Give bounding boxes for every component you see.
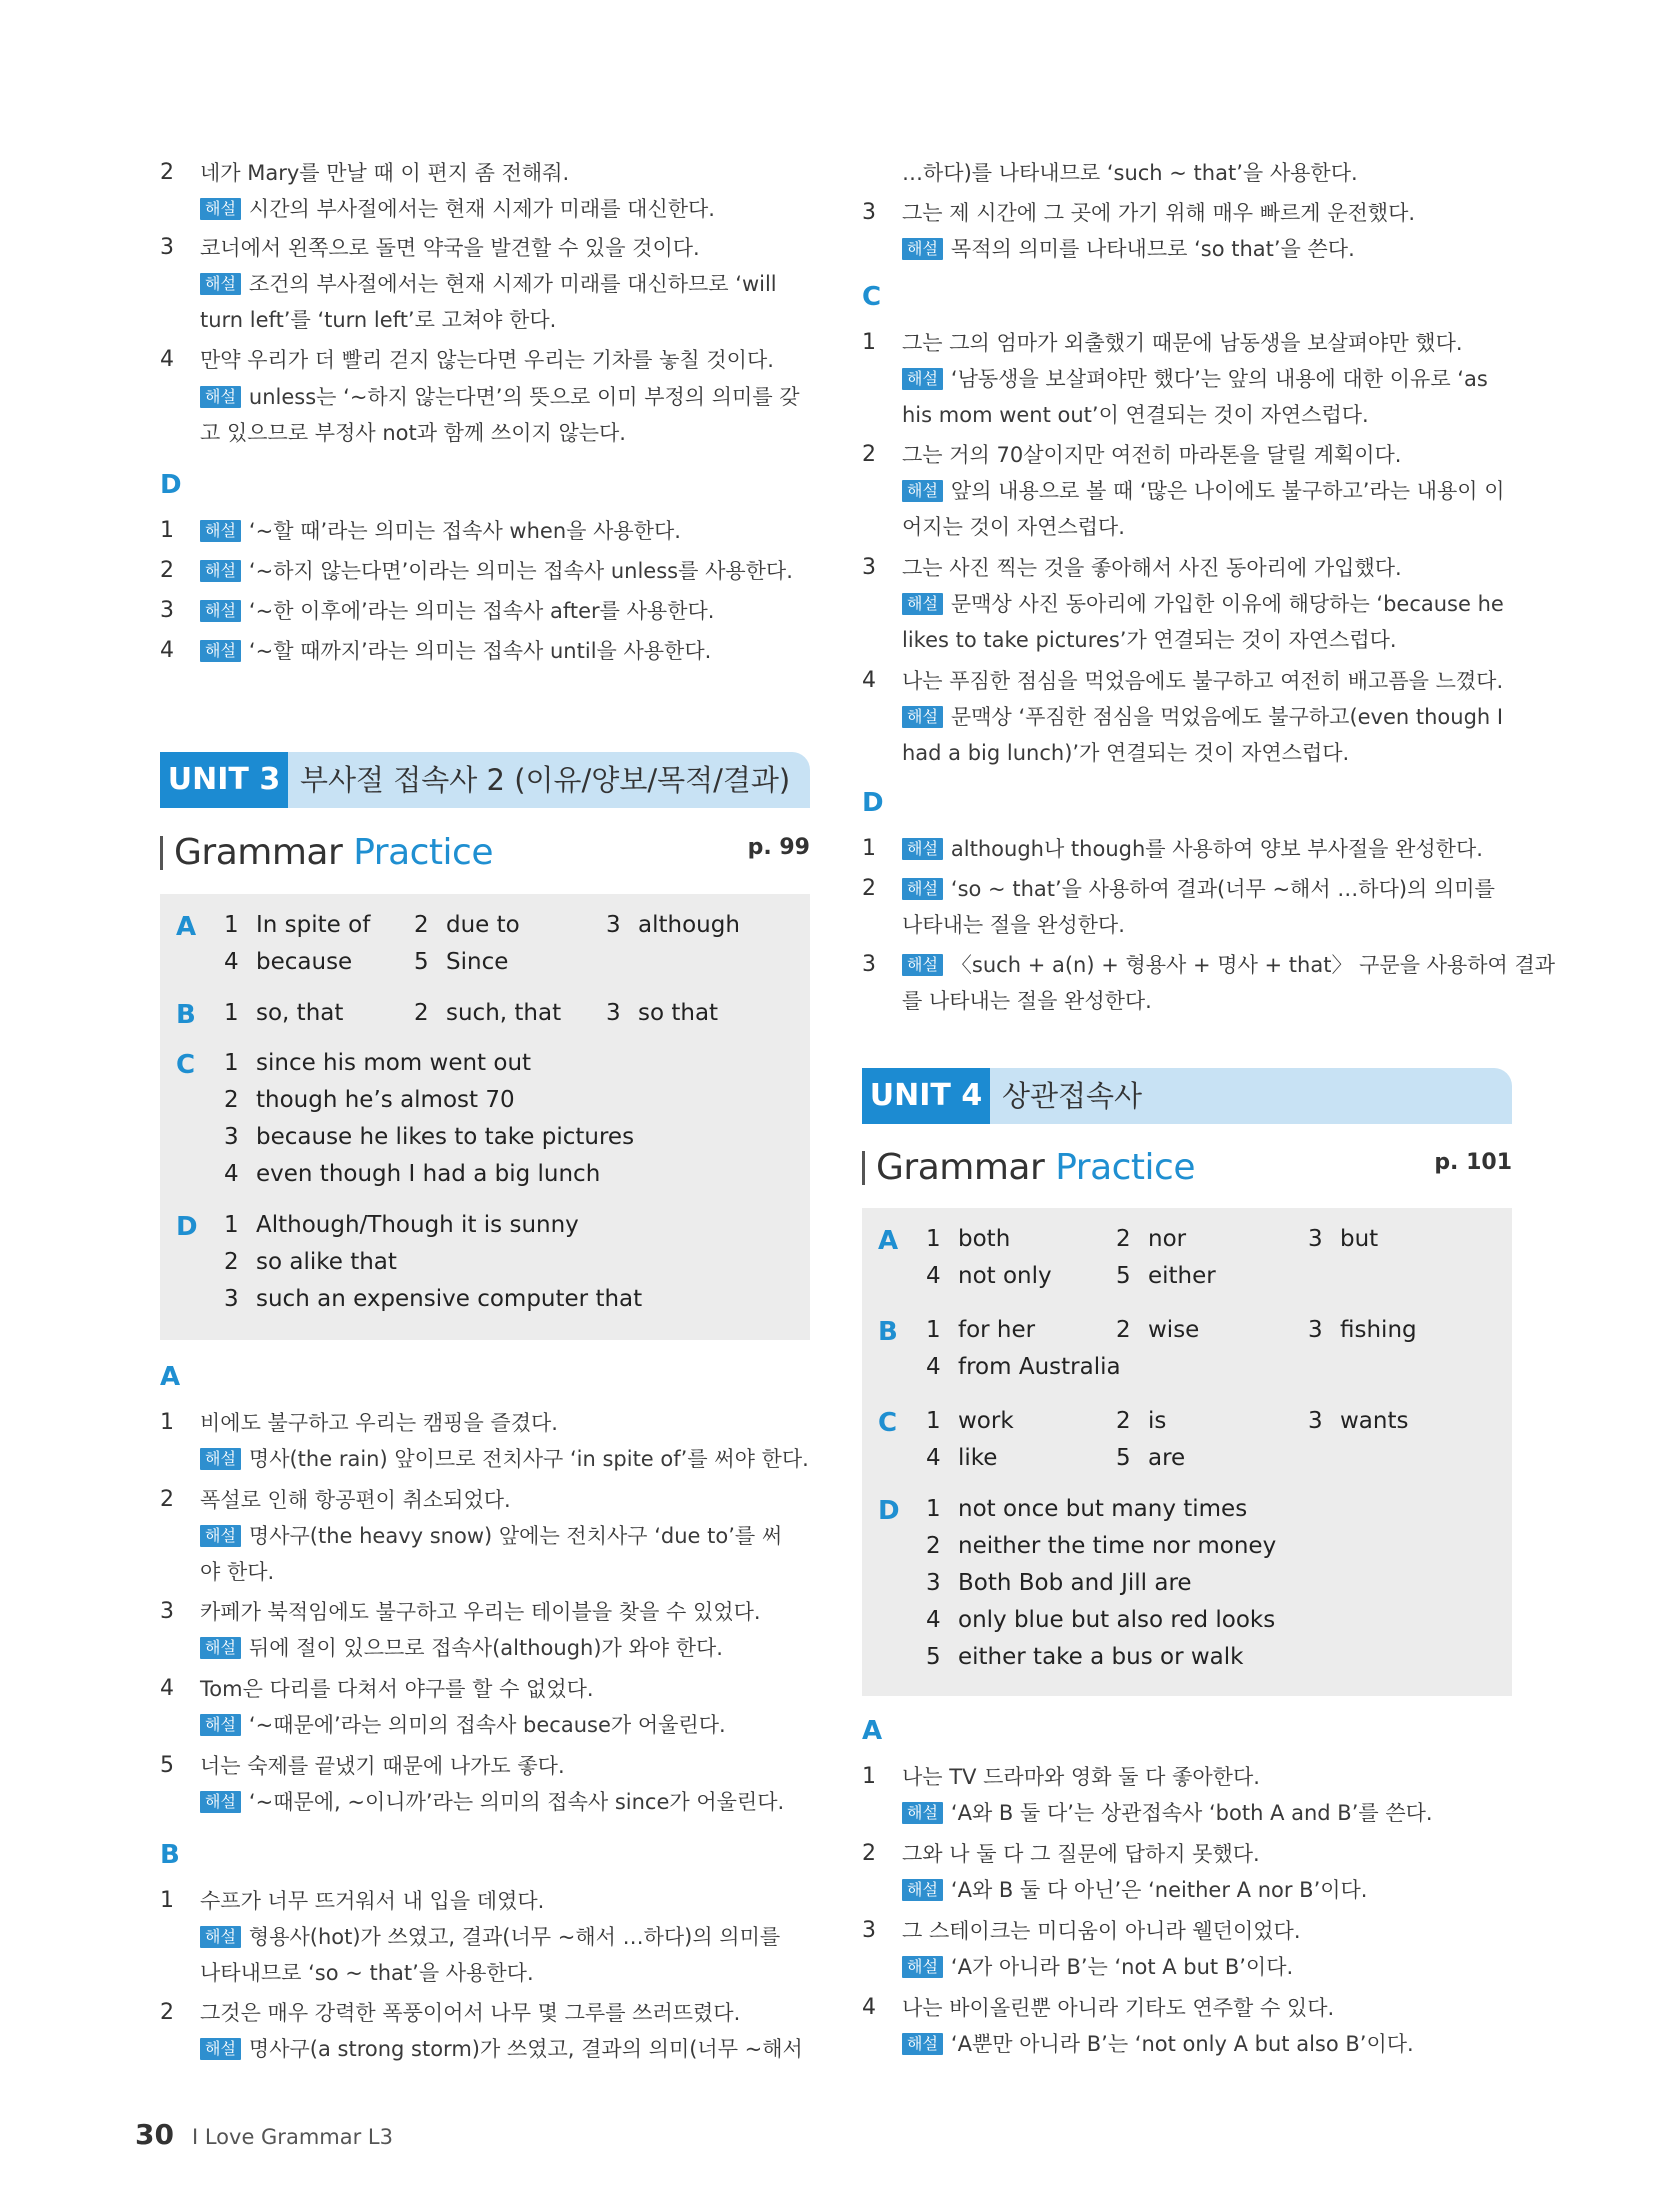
explanation-cont: 나타내므로 ‘so ~ that’을 사용한다. — [200, 1961, 534, 1985]
explanation: 해설 ‘A와 B 둘 다 아닌’은 ‘neither A nor B’이다. — [902, 1875, 1368, 1905]
section-letter-c: C — [862, 282, 882, 312]
section-letter-a: A — [160, 1362, 181, 1392]
explanation-badge: 해설 — [200, 1791, 241, 1813]
explanation-badge: 해설 — [902, 878, 943, 900]
explanation-badge: 해설 — [902, 368, 943, 390]
section-letter-a: A — [862, 1716, 883, 1746]
unit-4-title: 상관접속사 — [1002, 1079, 1143, 1113]
explanation-cont: 고 있으므로 부정사 not과 함께 쓰이지 않는다. — [200, 421, 626, 445]
explanation-cont: …하다)를 나타내므로 ‘such ~ that’을 사용한다. — [902, 161, 1358, 185]
unit-4-tag: UNIT 4 — [862, 1068, 990, 1124]
explanation-badge: 해설 — [902, 2033, 943, 2055]
explanation: 해설 형용사(hot)가 쓰였고, 결과(너무 ~해서 …하다)의 의미를 — [200, 1922, 780, 1952]
explanation: 해설 ‘A가 아니라 B’는 ‘not A but B’이다. — [902, 1952, 1293, 1982]
unit-3-tag: UNIT 3 — [160, 752, 288, 808]
explanation: 해설 명사(the rain) 앞이므로 전치사구 ‘in spite of’를 써야 한다. — [200, 1444, 809, 1474]
explanation-badge: 해설 — [902, 954, 943, 976]
explanation: 해설 명사구(a strong storm)가 쓰였고, 결과의 의미(너무 ~해서 — [200, 2034, 803, 2064]
explanation-cont: his mom went out’이 연결되는 것이 자연스럽다. — [902, 403, 1369, 427]
explanation: 해설 ‘~때문에, ~이니까’라는 의미의 접속사 since가 어울린다. — [200, 1787, 784, 1817]
explanation-badge: 해설 — [902, 1956, 943, 1978]
heading-bar — [160, 836, 163, 870]
explanation-cont: 를 나타내는 절을 완성한다. — [902, 989, 1152, 1013]
explanation-badge: 해설 — [200, 1637, 241, 1659]
explanation-badge: 해설 — [902, 480, 943, 502]
explanation-badge: 해설 — [902, 238, 943, 260]
explanation: 해설 ‘A와 B 둘 다’는 상관접속사 ‘both A and B’를 쓴다. — [902, 1798, 1433, 1828]
explanation-badge: 해설 — [200, 198, 241, 220]
explanation-cont: 야 한다. — [200, 1560, 275, 1584]
explanation-badge: 해설 — [200, 520, 241, 542]
answer-box: A 1 In spite of 2 due to 3 although 4 because 5 Since B 1 so, that 2 such, that 3 so that C 1 since his mom went out 2 though he’s almost 70 3 because he likes to take pictures 4 even though I had a big lunch D 1 Although/Though it is sunny 2 so alike that 3 such an expensive computer that — [160, 894, 810, 1340]
explanation-cont: 나타내는 절을 완성한다. — [902, 913, 1125, 937]
unit-3-header — [160, 752, 810, 808]
page-footer — [135, 2118, 393, 2151]
page-ref: p. 99 — [747, 835, 810, 860]
unit-3-title: 부사절 접속사 2 (이유/양보/목적/결과) — [300, 763, 791, 797]
explanation-badge: 해설 — [200, 386, 241, 408]
explanation-badge: 해설 — [200, 600, 241, 622]
section-letter-d: D — [862, 788, 884, 818]
explanation-badge: 해설 — [902, 593, 943, 615]
explanation-badge: 해설 — [200, 1525, 241, 1547]
explanation: 해설 조건의 부사절에서는 현재 시제가 미래를 대신하므로 ‘will — [200, 269, 777, 299]
explanation: 해설 앞의 내용으로 볼 때 ‘많은 나이에도 불구하고’라는 내용이 이 — [902, 476, 1505, 506]
explanation: 해설 문맥상 ‘푸짐한 점심을 먹었음에도 불구하고(even though I — [902, 702, 1503, 732]
page-ref: p. 101 — [1434, 1150, 1512, 1175]
explanation: 해설 ‘A뿐만 아니라 B’는 ‘not only A but also B’이다. — [902, 2029, 1414, 2059]
explanation: 해설 ‘남동생을 보살펴야만 했다’는 앞의 내용에 대한 이유로 ‘as — [902, 364, 1488, 394]
explanation-cont: turn left’를 ‘turn left’로 고쳐야 한다. — [200, 308, 557, 332]
explanation: 해설 문맥상 사진 동아리에 가입한 이유에 해당하는 ‘because he — [902, 589, 1504, 619]
explanation-cont: 어지는 것이 자연스럽다. — [902, 515, 1125, 539]
explanation-badge: 해설 — [902, 1879, 943, 1901]
heading-bar — [862, 1151, 865, 1185]
explanation-cont: had a big lunch)’가 연결되는 것이 자연스럽다. — [902, 741, 1350, 765]
explanation-badge: 해설 — [200, 2038, 241, 2060]
explanation: 해설 명사구(the heavy snow) 앞에는 전치사구 ‘due to’를 써 — [200, 1521, 782, 1551]
grammar-practice-heading: Grammar Practice p. 101 — [862, 1143, 1512, 1193]
explanation-cont: likes to take pictures’가 연결되는 것이 자연스럽다. — [902, 628, 1397, 652]
explanation-badge: 해설 — [902, 706, 943, 728]
explanation: 해설 시간의 부사절에서는 현재 시제가 미래를 대신한다. — [200, 194, 715, 224]
answer-box: A 1 both 2 nor 3 but 4 not only 5 either B 1 for her 2 wise 3 fishing 4 from Australia C 1 work 2 is 3 wants 4 like 5 are D 1 not once but many times 2 neither the time nor money 3 Both Bob and Jill are 4 only blue but also red looks 5 either take a bus or walk — [862, 1208, 1512, 1696]
explanation-badge: 해설 — [200, 1926, 241, 1948]
explanation-badge: 해설 — [902, 838, 943, 860]
explanation: 해설 뒤에 절이 있으므로 접속사(although)가 와야 한다. — [200, 1633, 723, 1663]
explanation-badge: 해설 — [200, 640, 241, 662]
page-number: 30 — [135, 2118, 174, 2151]
section-letter-d: D — [160, 470, 182, 500]
explanation-badge: 해설 — [200, 1448, 241, 1470]
explanation-badge: 해설 — [902, 1802, 943, 1824]
explanation-badge: 해설 — [200, 560, 241, 582]
unit-4-header — [862, 1068, 1512, 1124]
explanation: 해설 unless는 ‘~하지 않는다면’의 뜻으로 이미 부정의 의미를 갖 — [200, 382, 800, 412]
explanation: 해설 목적의 의미를 나타내므로 ‘so that’을 쓴다. — [902, 234, 1355, 264]
explanation: 해설 ‘~때문에’라는 의미의 접속사 because가 어울린다. — [200, 1710, 726, 1740]
book-title: I Love Grammar L3 — [191, 2125, 393, 2149]
explanation-badge: 해설 — [200, 273, 241, 295]
section-letter-b: B — [160, 1840, 180, 1870]
explanation-badge: 해설 — [200, 1714, 241, 1736]
page: 2 네가 Mary를 만날 때 이 편지 좀 전해줘. 해설 시간의 부사절에서는 현재 시제가 미래를 대신한다. 3 코너에서 왼쪽으로 돌면 약국을 발견할 수 있을 것이다. 해설 조건의 부사절에서는 현재 시제가 미래를 대신하므로 ‘will turn left’를 ‘turn left’로 고쳐야 한다. 4 만약 우리가 더 빨리 걷지 않는다면 우리는 기차를 놓칠 것이다. 해설 unless는 ‘~하지 않는다면’의 뜻으로 이미 부정의 의미를 갖 고 있으므로 부정사 not과 함께 쓰이지 않는다. D 1 해설 ‘~할 때’라는 의미는 접속사 when을 사용한다. 2 해설 ‘~하지 않는다면’이라는 의미는 접속사 unless를 사용한다. 3 해설 ‘~한 이후에’라는 의미는 접속사 after를 사용한다. 4 해설 ‘~할 때까지’라는 의미는 접속사 until을 사용한다. UNIT 3 부사절 접속사 2 (이유/양보/목적/결과) Grammar Practice p. 99 A 1 In spite of 2 due to 3 although 4 because 5 Since B 1 so, that 2 such, that 3 so that C 1 since his mom went out 2 though he’s almost 70 3 because he likes to take pictures 4 even though I had a big lunch D 1 Although/Though it is sunny 2 so alike that 3 such an expensive computer that A 1 비에도 불구하고 우리는 캠핑을 즐겼다. 해설 명사(the rain) 앞이므로 전치사구 ‘in spite of’를 써야 한다. 2 폭설로 인해 항공편이 취소되었다. 해설 명사구(the heavy snow) 앞에는 전치사구 ‘due to’를 써 야 한다. 3 카페가 북적임에도 불구하고 우리는 테이블을 찾을 수 있었다. 해설 뒤에 절이 있으므로 접속사(although)가 와야 한다. 4 Tom은 다리를 다쳐서 야구를 할 수 없었다. 해설 ‘~때문에’라는 의미의 접속사 because가 어울린다. 5 너는 숙제를 끝냈기 때문에 나가도 좋다. 해설 ‘~때문에, ~이니까’라는 의미의 접속사 since가 어울린다. B 1 수프가 너무 뜨거워서 내 입을 데였다. 해설 형용사(hot)가 쓰였고, 결과(너무 ~해서 …하다)의 의미를 나타내므로 ‘so ~ that’을 사용한다. 2 그것은 매우 강력한 폭풍이어서 나무 몇 그루를 쓰러뜨렸다. 해설 명사구(a strong storm)가 쓰였고, 결과의 의미(너무 ~해서 …하다)를 나타내므로 ‘such ~ that’을 사용한다. 3 그는 제 시간에 그 곳에 가기 위해 매우 빠르게 운전했다. 해설 목적의 의미를 나타내므로 ‘so that’을 쓴다. C 1 그는 그의 엄마가 외출했기 때문에 남동생을 보살펴야만 했다. 해설 ‘남동생을 보살펴야만 했다’는 앞의 내용에 대한 이유로 ‘as his mom went out’이 연결되는 것이 자연스럽다. 2 그는 거의 70살이지만 여전히 마라톤을 달릴 계획이다. 해설 앞의 내용으로 볼 때 ‘많은 나이에도 불구하고’라는 내용이 이 어지는 것이 자연스럽다. 3 그는 사진 찍는 것을 좋아해서 사진 동아리에 가입했다. 해설 문맥상 사진 동아리에 가입한 이유에 해당하는 ‘because he likes to take pictures’가 연결되는 것이 자연스럽다. 4 나는 푸짐한 점심을 먹었음에도 불구하고 여전히 배고픔을 느꼈다. 해설 문맥상 ‘푸짐한 점심을 먹었음에도 불구하고(even though I had a big lunch)’가 연결되는 것이 자연스럽다. D 1 해설 although나 though를 사용하여 양보 부사절을 완성한다. 2 해설 ‘so ~ that’을 사용하여 결과(너무 ~해서 …하다)의 의미를 나타내는 절을 완성한다. 3 해설 〈such + a(n) + 형용사 + 명사 + that〉 구문을 사용하여 결과 를 나타내는 절을 완성한다. UNIT 4 상관접속사 Grammar Practice p. 101 A 1 both 2 nor 3 but 4 not only 5 either B 1 for her 2 wise 3 fishing 4 from Australia C 1 work 2 is 3 wants 4 like 5 are D 1 not once but many times 2 neither the time nor money 3 Both Bob and Jill are 4 only blue but also red looks 5 either take a bus or walk A 1 나는 TV 드라마와 영화 둘 다 좋아한다. 해설 ‘A와 B 둘 다’는 상관접속사 ‘both A and B’를 쓴다. 2 그와 나 둘 다 그 질문에 답하지 못했다. 해설 ‘A와 B 둘 다 아닌’은 ‘neither A nor B’이다. 3 그 스테이크는 미디움이 아니라 웰던이었다. 해설 ‘A가 아니라 B’는 ‘not A but B’이다. 4 나는 바이올린뿐 아니라 기타도 연주할 수 있다. 해설 ‘A뿐만 아니라 B’는 ‘not only A but also B’이다. 30 I Love Grammar L3 — [135, 160, 1556, 2151]
grammar-practice-heading: Grammar Practice p. 99 — [160, 828, 810, 878]
